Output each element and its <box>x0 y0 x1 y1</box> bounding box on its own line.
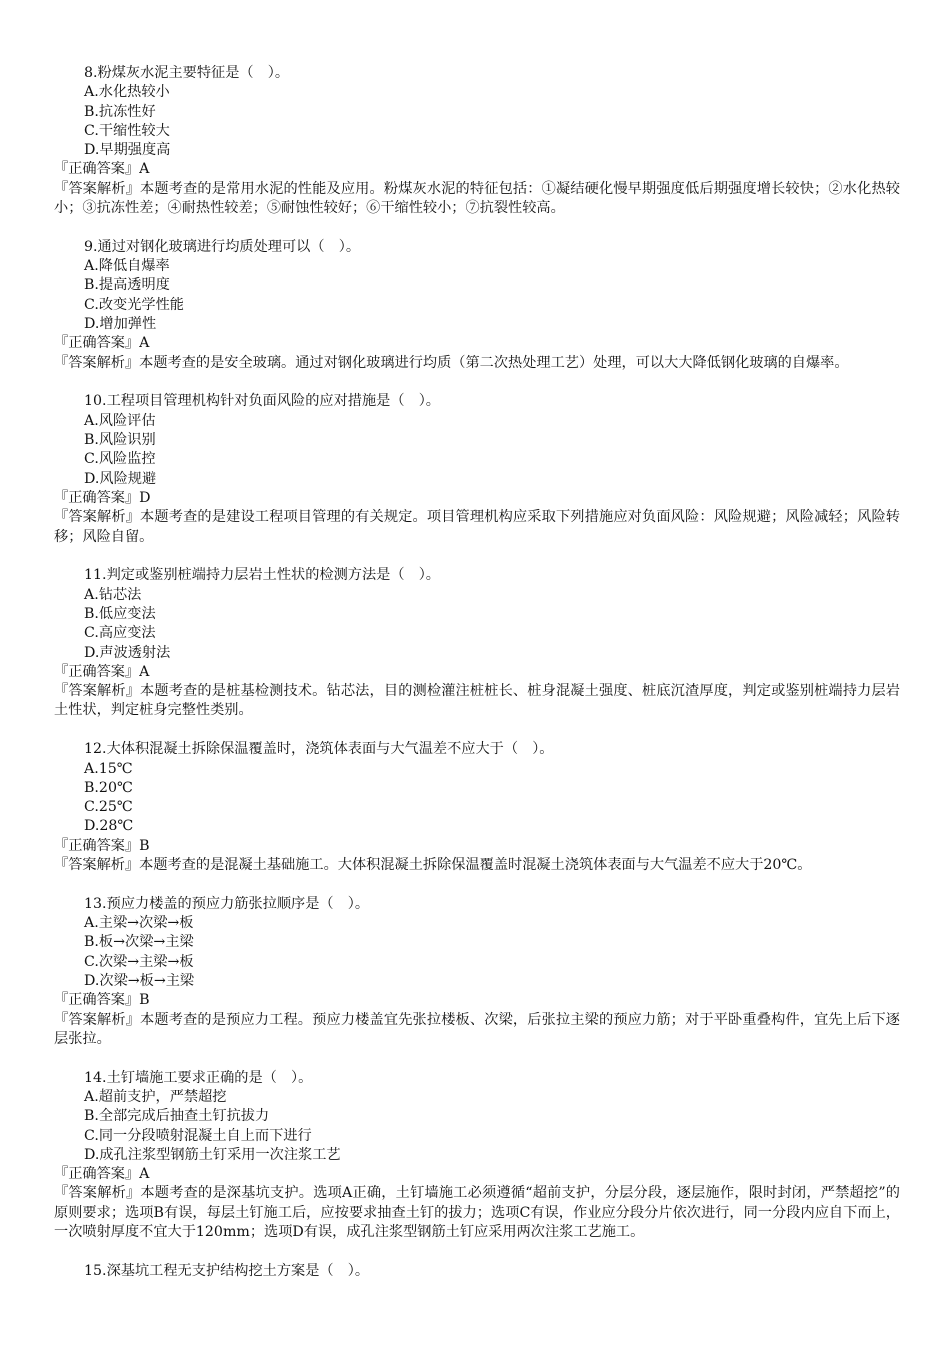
option-b: B.低应变法 <box>84 605 156 622</box>
option-c: C.次梁→主梁→板 <box>84 953 194 970</box>
option-d: D.次梁→板→主梁 <box>84 972 195 989</box>
option-c: C.25℃ <box>84 799 133 816</box>
option-b: B.20℃ <box>84 779 133 796</box>
question-stem: 10.工程项目管理机构针对负面风险的应对措施是（ ）。 <box>84 393 440 410</box>
option-c: C.改变光学性能 <box>84 296 184 313</box>
answer-explanation: 『答案解析』本题考查的是预应力工程。预应力楼盖宜先张拉楼板、次梁，后张拉主梁的预应力筋；对于平卧重叠构件，宜先上后下逐层张拉。 <box>54 1011 900 1047</box>
correct-answer: 『正确答案』D <box>54 489 151 506</box>
option-a: A.超前支护，严禁超挖 <box>84 1088 227 1105</box>
answer-explanation: 『答案解析』本题考查的是桩基检测技术。钻芯法，目的测检灌注桩桩长、桩身混凝土强度、桩底沉渣厚度，判定或鉴别桩端持力层岩土性状，判定桩身完整性类别。 <box>54 683 900 719</box>
question-block <box>54 392 900 546</box>
correct-answer: 『正确答案』B <box>54 992 150 1009</box>
question-stem: 9.通过对钢化玻璃进行均质处理可以（ ）。 <box>84 238 361 255</box>
option-c: C.同一分段喷射混凝土自上而下进行 <box>84 1127 312 1144</box>
question-block <box>54 64 900 218</box>
option-b: B.抗冻性好 <box>84 103 156 120</box>
question-block <box>54 895 900 1049</box>
question-block <box>54 566 900 720</box>
option-d: D.成孔注浆型钢筋土钉采用一次注浆工艺 <box>84 1146 341 1163</box>
option-c: C.干缩性较大 <box>84 122 170 139</box>
answer-explanation: 『答案解析』本题考查的是常用水泥的性能及应用。粉煤灰水泥的特征包括：①凝结硬化慢早期强度低后期强度增长较快；②水化热较小；③抗冻性差；④耐热性较差；⑤耐蚀性较好；⑥干缩性较小；⑦抗裂性较高。 <box>54 180 900 217</box>
option-a: A.水化热较小 <box>84 84 170 101</box>
option-c: C.高应变法 <box>84 625 156 642</box>
option-a: A.15℃ <box>84 760 133 777</box>
question-stem: 8.粉煤灰水泥主要特征是（ ）。 <box>84 65 290 81</box>
question-stem: 14.土钉墙施工要求正确的是（ ）。 <box>84 1069 313 1086</box>
question-block <box>54 1262 900 1281</box>
answer-explanation: 『答案解析』本题考查的是混凝土基础施工。大体积混凝土拆除保温覆盖时混凝土浇筑体表面与大气温差不应大于20℃。 <box>54 856 812 873</box>
correct-answer: 『正确答案』B <box>54 837 150 854</box>
question-stem: 11.判定或鉴别桩端持力层岩土性状的检测方法是（ ）。 <box>84 567 440 584</box>
question-block <box>54 740 900 875</box>
correct-answer: 『正确答案』A <box>54 335 150 352</box>
answer-explanation: 『答案解析』本题考查的是建设工程项目管理的有关规定。项目管理机构应采取下列措施应对负面风险：风险规避；风险减轻；风险转移；风险自留。 <box>54 509 900 545</box>
answer-explanation: 『答案解析』本题考查的是安全玻璃。通过对钢化玻璃进行均质（第二次热处理工艺）处理，可以大大降低钢化玻璃的自爆率。 <box>54 354 849 371</box>
correct-answer: 『正确答案』A <box>54 1166 150 1183</box>
option-b: B.板→次梁→主梁 <box>84 934 194 951</box>
correct-answer: 『正确答案』A <box>54 663 150 680</box>
option-a: A.钻芯法 <box>84 586 142 603</box>
option-a: A.主梁→次梁→板 <box>84 915 194 932</box>
option-a: A.降低自爆率 <box>84 258 170 275</box>
option-d: D.风险规避 <box>84 470 157 487</box>
option-d: D.28℃ <box>84 818 134 835</box>
question-block <box>54 1069 900 1243</box>
option-d: D.增加弹性 <box>84 316 157 333</box>
option-b: B.风险识别 <box>84 432 156 449</box>
question-stem: 13.预应力楼盖的预应力筋张拉顺序是（ ）。 <box>84 895 370 912</box>
option-d: D.早期强度高 <box>84 142 171 159</box>
option-b: B.全部完成后抽查土钉抗拔力 <box>84 1108 270 1125</box>
question-stem: 12.大体积混凝土拆除保温覆盖时，浇筑体表面与大气温差不应大于（ ）。 <box>84 741 554 758</box>
option-a: A.风险评估 <box>84 412 156 429</box>
question-stem: 15.深基坑工程无支护结构挖土方案是（ ）。 <box>84 1262 370 1279</box>
correct-answer: 『正确答案』A <box>54 161 150 178</box>
document-page <box>54 64 900 1301</box>
option-b: B.提高透明度 <box>84 277 170 294</box>
question-block <box>54 238 900 373</box>
answer-explanation: 『答案解析』本题考查的是深基坑支护。选项A正确，土钉墙施工必须遵循“超前支护，分层分段，逐层施作，限时封闭，严禁超挖”的原则要求；选项B有误，每层土钉施工后，应按要求抽查土钉的拔力；选项C有误，作业应分段分片依次进行，同一分段内应自下而上，一次喷射厚度不宜大于120mm；选项D有误，成孔注浆型钢筋土钉应采用两次注浆工艺施工。 <box>54 1185 900 1241</box>
option-d: D.声波透射法 <box>84 644 171 661</box>
option-c: C.风险监控 <box>84 451 156 468</box>
